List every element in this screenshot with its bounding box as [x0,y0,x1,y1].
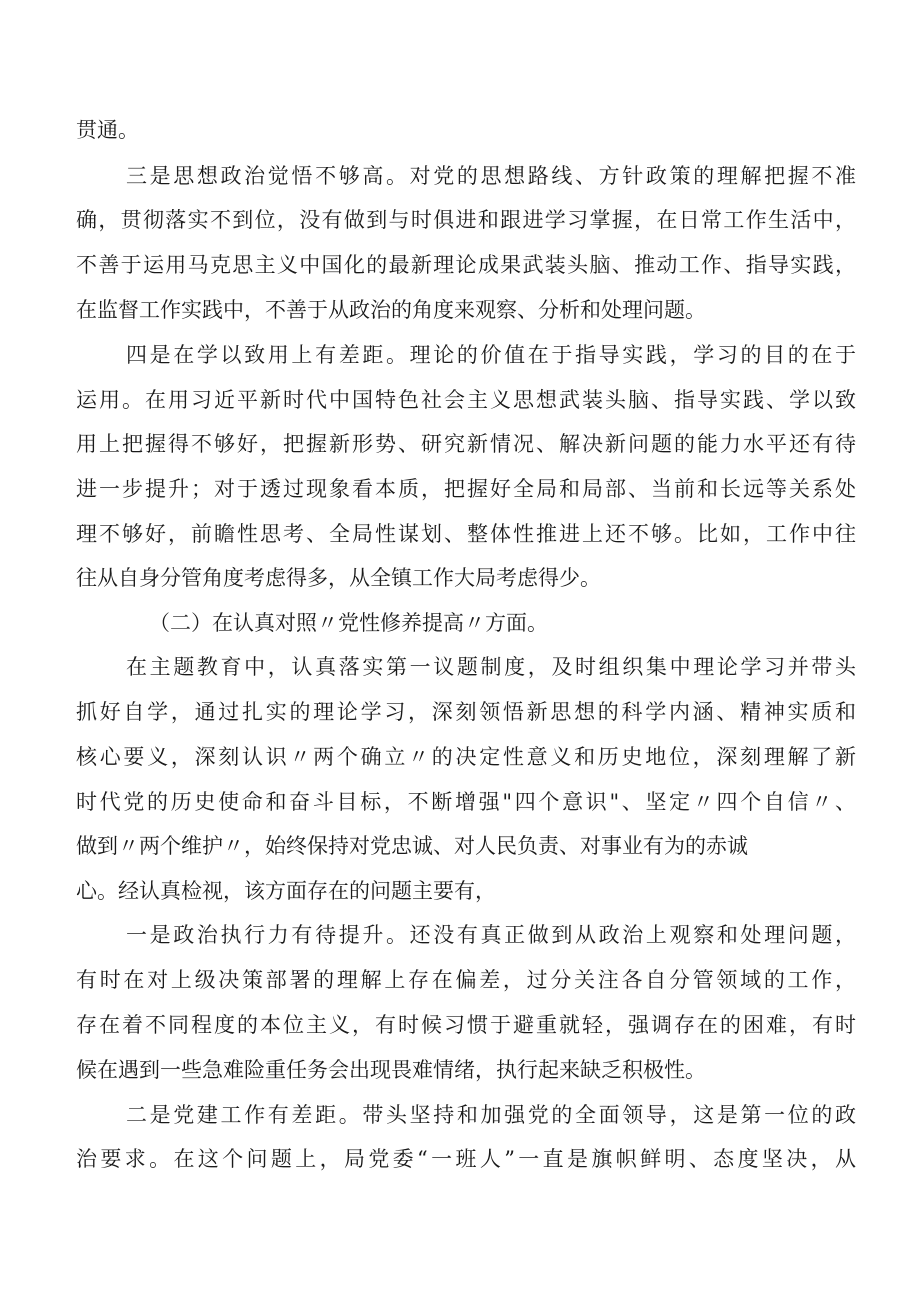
text-line: 用上把握得不够好，把握新形势、研究新情况、解决新问题的能力水平还有待 [76,432,856,456]
text-line: 做到〃两个维护〃，始终保持对党忠诚、对人民负责、对事业有为的赤诚 [76,834,748,858]
text-line: 心。经认真检视，该方面存在的问题主要有， [76,879,496,903]
text-line: 二是党建工作有差距。带头坚持和加强党的全面领导，这是第一位的政 [126,1103,856,1127]
text-line: 候在遇到一些急难险重任务会出现畏难情绪，执行起来缺乏积极性。 [76,1058,706,1082]
text-line: 理不够好，前瞻性思考、全局性谋划、整体性推进上还不够。比如，工作中往 [76,522,856,546]
text-line: 存在着不同程度的本位主义，有时候习惯于避重就轻，强调存在的困难，有时 [76,1013,856,1037]
text-line: 不善于运用马克思主义中国化的最新理论成果武装头脑、推动工作、指导实践， [76,253,856,277]
text-line: 运用。在用习近平新时代中国特色社会主义思想武装头脑、指导实践、学以致 [76,388,856,412]
text-line: 四是在学以致用上有差距。理论的价值在于指导实践，学习的目的在于 [126,343,856,367]
text-line: 进一步提升；对于透过现象看本质，把握好全局和局部、当前和长远等关系处 [76,477,856,501]
text-line: 贯通。 [76,118,139,142]
text-line: 治要求。在这个问题上，局党委“一班人”一直是旗帜鲜明、态度坚决，从 [76,1147,856,1171]
text-line: 抓好自学，通过扎实的理论学习，深刻领悟新思想的科学内涵、精神实质和 [76,700,856,724]
text-line: 一是政治执行力有待提升。还没有真正做到从政治上观察和处理问题， [126,923,856,947]
text-line: 核心要义，深刻认识〃两个确立〃的决定性意义和历史地位，深刻理解了新 [76,745,856,769]
text-line: 确，贯彻落实不到位，没有做到与时俱进和跟进学习掌握，在日常工作生活中， [76,208,856,232]
text-line: 在监督工作实践中，不善于从政治的角度来观察、分析和处理问题。 [76,298,706,322]
text-line: 在主题教育中，认真落实第一议题制度，及时组织集中理论学习并带头 [126,655,856,679]
text-line: 往从自身分管角度考虑得多，从全镇工作大局考虑得少。 [76,566,601,590]
text-line: 有时在对上级决策部署的理解上存在偏差，过分关注各自分管领域的工作， [76,968,856,992]
section-heading: （二）在认真对照〃党性修养提高〃方面。 [149,611,548,635]
text-line: 三是思想政治觉悟不够高。对党的思想路线、方针政策的理解把握不准 [126,164,856,188]
text-line: 时代党的历史使命和奋斗目标，不断增强"四个意识"、坚定〃四个自信〃、 [76,790,856,814]
